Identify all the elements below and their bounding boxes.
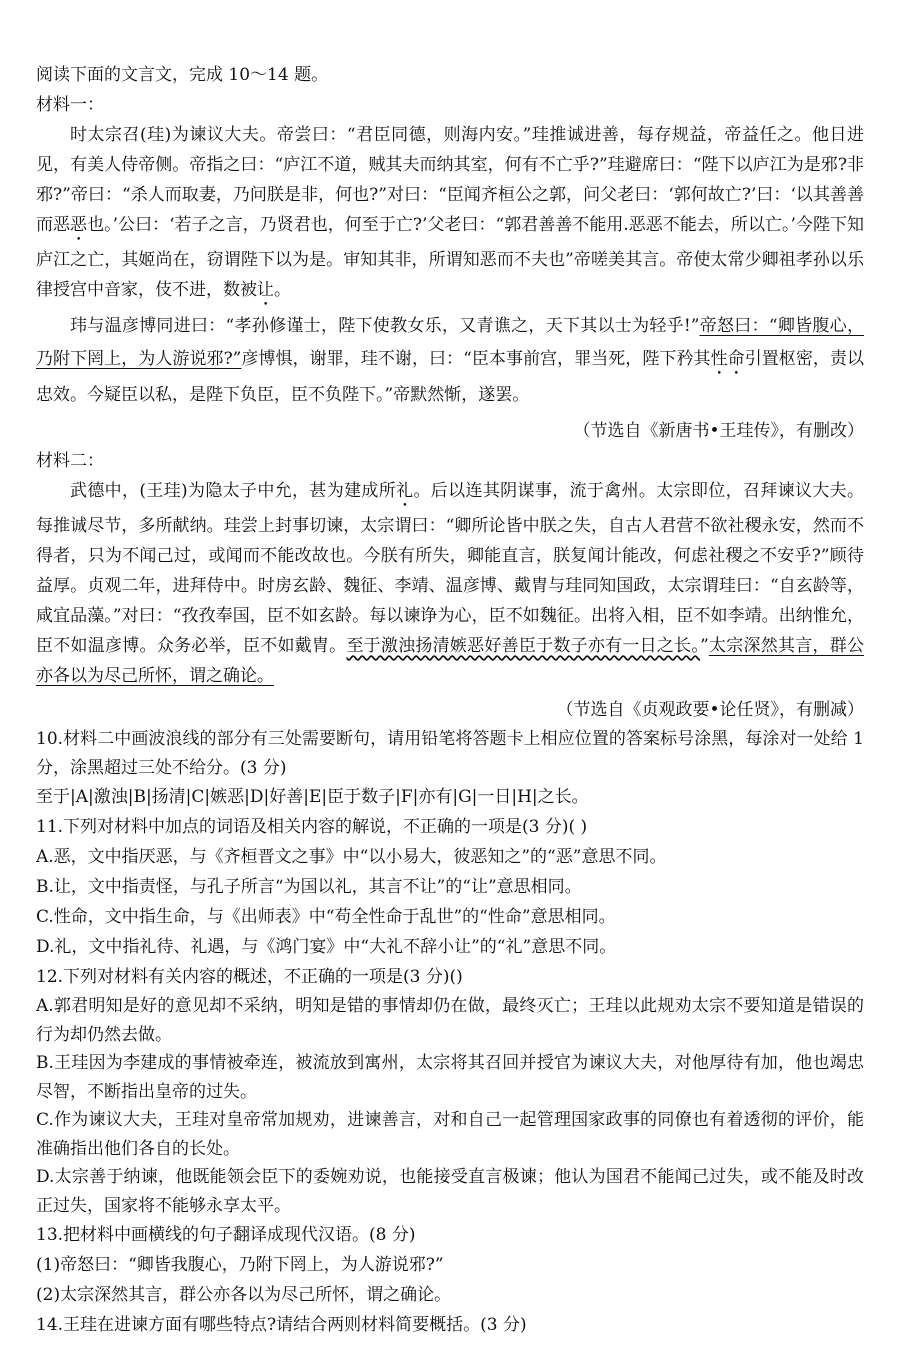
- material-two-heading: 材料二：: [36, 451, 104, 471]
- question-13-sentence-1: (1)帝怒曰：“卿皆我腹心，乃附下罔上，为人游说邪?”: [36, 1255, 444, 1275]
- question-12-option-d: D.太宗善于纳谏，他既能领会臣下的委婉劝说，也能接受直言极谏；他认为国君不能闻己过失，或不能及时改正过失，国家将不能够永享太平。: [36, 1167, 864, 1216]
- dotted-word-li: 礼: [396, 481, 414, 501]
- material-one-heading: 材料一：: [36, 95, 104, 115]
- dotted-word-rang: 让: [257, 280, 274, 300]
- dotted-word-xingming: 性命: [710, 349, 745, 369]
- text-span: 彦博惧，谢罪，珪不谢，曰：“臣本事前宫，罪当死，陛下矜其: [241, 349, 711, 369]
- question-11-option-b: B.让，文中指责怪，与孔子所言“为国以礼，其言不让”的“让”意思相同。: [36, 877, 582, 897]
- question-11-option-d: D.礼，文中指礼待、礼遇，与《鸿门宴》中“大礼不辞小让”的“礼”意思不同。: [36, 937, 617, 957]
- underlined-sentence-2: 太宗深然其言，群公亦各以为尽己所怀，谓之确论。: [36, 636, 865, 686]
- text-span: 也。’公曰：‘若子之言，乃贤君也，何至于亡?’父老曰：“郭君善善不能用.恶恶不能去，所以亡。’今陛下知庐江之亡，其姬尚在，窃谓陛下以为是。审知其非，所谓知恶而不夫也”帝嗟美其言。帝使太常少卿祖孝孙以乐律授宫中音家，伎不进，数被: [36, 215, 865, 300]
- text-span: 。: [274, 280, 291, 300]
- question-13-stem: 13.把材料中画横线的句子翻译成现代汉语。(8 分): [36, 1225, 416, 1245]
- wavy-underlined-sentence: 至于激浊扬清嫉恶好善臣于数子亦有一日之长。: [346, 636, 701, 656]
- instruction: 阅读下面的文言文，完成 10～14 题。: [36, 65, 329, 85]
- question-12-option-a: A.郭君明知是好的意见却不采纳，明知是错的事情却仍在做，最终灭亡；王珪以此规劝太宗不要知道是错误的行为却仍然去做。: [36, 996, 864, 1045]
- text-span: 武德中，(王珪)为隐太子中允，甚为建成所: [70, 481, 397, 501]
- underlined-sentence-1: 帝怒曰：“卿皆腹心，乃附下罔上，为人游说邪?”: [36, 316, 864, 369]
- material-two-source: （节选自《贞观政要•论任贤》，有删减）: [556, 700, 864, 720]
- text-span: 玮与温彦博同进曰：“孝孙修谨士，陛下使教女乐，又青谯之，天下其以士为轻乎!”: [70, 316, 700, 336]
- material-one-paragraph-2: [36, 310, 864, 412]
- question-14-stem: 14.王珪在进谏方面有哪些特点?请结合两则材料简要概括。(3 分): [36, 1315, 527, 1335]
- text-span: 时太宗召(珪)为谏议大夫。帝尝曰：“君臣同德，则海内安。”珪推诚进善，每存规益，帝益任之。他日进见，有美人侍帝侧。帝指之曰：“庐江不道，贼其夫而纳其室，何有不亡乎?”珪避席曰：“陛下以庐江为是邪?非邪?”帝曰：“杀人而取妻，乃问朕是非，何也?”对曰：“臣闻齐桓公之郭，问父老曰：‘郭何故亡?’曰：‘以其善善而恶: [36, 125, 864, 235]
- question-11-stem: 11.下列对材料中加点的词语及相关内容的解说，不正确的一项是(3 分)( ): [36, 817, 588, 837]
- question-11-option-a: A.恶，文中指厌恶，与《齐桓晋文之事》中“以小易大，彼恶知之”的“恶”意思不同。: [36, 847, 667, 867]
- text-span: 。后以连其阴谋事，流于禽州。太宗即位，召拜谏议大夫。每推诚尽节，多所献纳。珪尝上封事切谏，太宗谓曰：“卿所论皆中朕之失，自古人君营不欲社稷永安，然而不得者，只为不闻己过，或闻而不能改故也。今朕有所失，卿能直言，朕复闻计能改，何虑社稷之不安乎?”顾待益厚。贞观二年，进拜侍中。时房玄龄、魏征、李靖、温彦博、戴胄与珪同知国政，太宗谓珪曰：“自玄龄等，咸宜品藻。”对曰：“孜孜奉国，臣不如玄龄。每以谏诤为心，臣不如魏征。出将入相，臣不如李靖。出纳惟允，臣不如温彦博。众务必举，臣不如戴胄。: [36, 481, 865, 656]
- text-span: 引置枢密，责以忠效。今疑臣以私，是陛下负臣，臣不负陛下。”帝默然惭，遂罢。: [36, 349, 864, 405]
- question-11-option-c: C.性命，文中指生命，与《出师表》中“苟全性命于乱世”的“性命”意思相同。: [36, 907, 616, 927]
- question-10-punctuation-line: 至于|A|激浊|B|扬清|C|嫉恶|D|好善|E|臣于数子|F|亦有|G|一日|H|之长。: [36, 787, 589, 807]
- material-one-source: （节选自《新唐书•王珪传》，有删改）: [573, 421, 864, 441]
- question-10-stem: 10.材料二中画波浪线的部分有三处需要断句，请用铅笔将答题卡上相应位置的答案标号涂黑，每涂对一处给 1 分，涂黑超过三处不给分。(3 分): [36, 729, 864, 778]
- question-12-option-c: C.作为谏议大夫，王珪对皇帝常加规劝，进谏善言，对和自己一起管理国家政事的同僚也有着透彻的评价，能准确指出他们各自的长处。: [36, 1110, 864, 1159]
- material-one-paragraph-1: [36, 120, 864, 310]
- question-12-option-b: B.王珪因为李建成的事情被牵连，被流放到寓州，太宗将其召回并授官为谏议大夫，对他厚待有加，他也竭忠尽智，不断指出皇帝的过失。: [36, 1053, 864, 1102]
- question-12-stem: 12.下列对材料有关内容的概述，不正确的一项是(3 分)(): [36, 967, 463, 987]
- question-13-sentence-2: (2)太宗深然其言，群公亦各以为尽己所怀，谓之确论。: [36, 1285, 452, 1305]
- dotted-word-wu: 恶: [70, 215, 88, 235]
- material-two-paragraph: [36, 476, 864, 691]
- text-span: ”: [700, 636, 709, 656]
